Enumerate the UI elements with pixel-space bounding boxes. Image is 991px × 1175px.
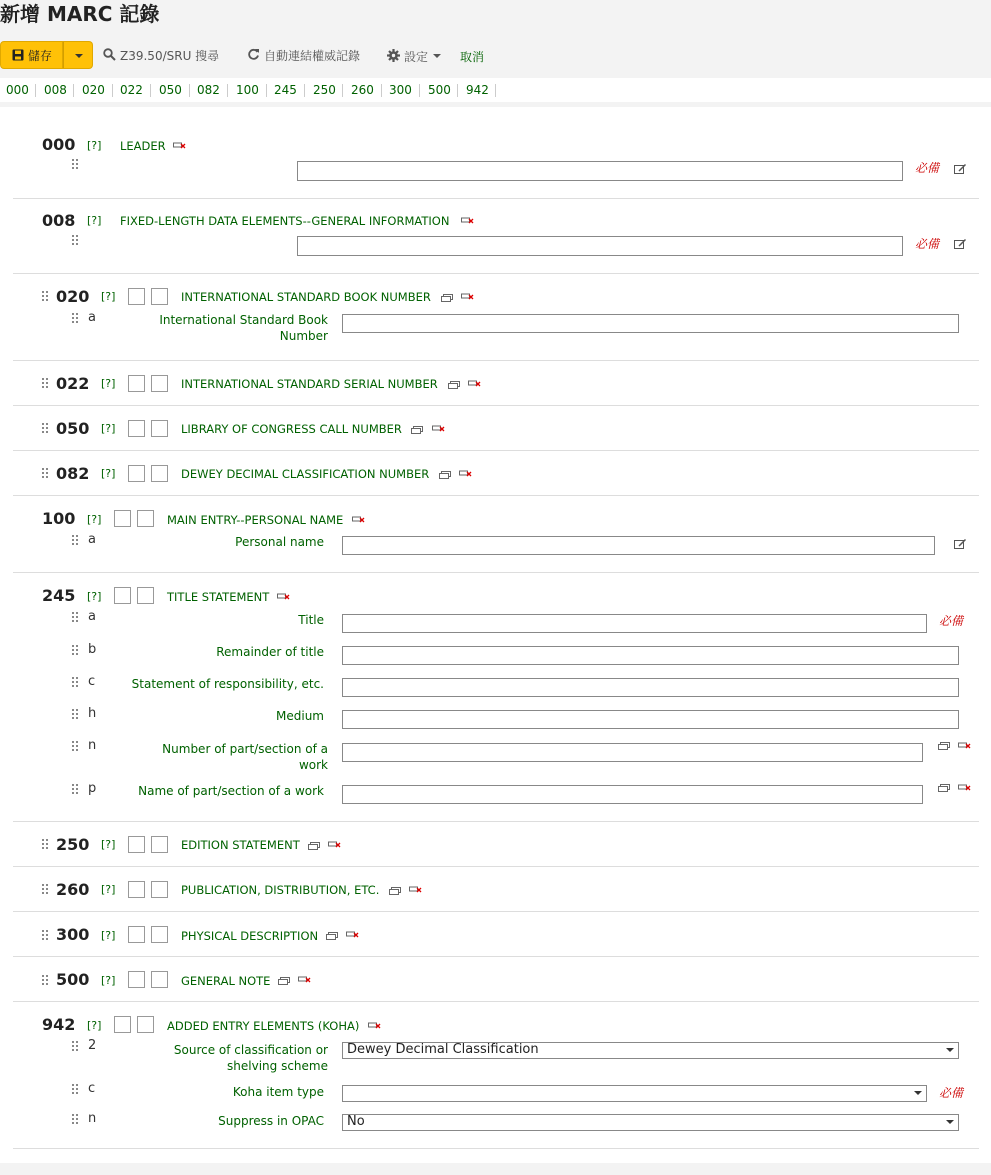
remainder-of-title-input[interactable]	[342, 646, 959, 665]
tag-nav-100[interactable]: 100	[236, 83, 259, 97]
drag-handle-icon[interactable]	[42, 884, 50, 894]
clone-tag-icon[interactable]	[278, 976, 291, 985]
chevron-down-icon	[946, 1048, 954, 1052]
tag-260-help-link[interactable]: [?]	[101, 883, 116, 896]
required-label: 必備	[939, 1086, 964, 1100]
tag-300-help-link[interactable]: [?]	[101, 929, 116, 942]
marc-editor	[0, 110, 991, 1163]
required-label: 必備	[915, 237, 940, 251]
tag-260-number: 260	[56, 880, 90, 899]
tag-942-number: 942	[42, 1015, 76, 1034]
indicator-2-input[interactable]	[151, 836, 168, 853]
tag-050-number: 050	[56, 419, 90, 438]
indicator-1-input[interactable]	[128, 375, 145, 392]
tag-082-number: 082	[56, 464, 90, 483]
indicator-1-input[interactable]	[128, 836, 145, 853]
tag-nav-020[interactable]: 020	[82, 83, 105, 97]
tag-250-number: 250	[56, 835, 90, 854]
subfield-245b-label: Remainder of title	[216, 645, 324, 659]
delete-tag-050-icon[interactable]	[432, 424, 445, 433]
tag-942-help-link[interactable]: [?]	[87, 1019, 102, 1032]
indicator-1-input[interactable]	[128, 420, 145, 437]
subfield-245b-code: b	[88, 642, 97, 657]
delete-tag-000-icon[interactable]	[173, 141, 186, 150]
tag-020-help-link[interactable]: [?]	[101, 290, 116, 303]
statement-of-responsibility-input[interactable]	[342, 678, 959, 697]
tag-nav-942[interactable]: 942	[466, 83, 489, 97]
clone-tag-icon[interactable]	[308, 841, 321, 850]
chevron-down-icon	[433, 54, 441, 58]
subfield-245n-code: n	[88, 738, 97, 753]
tag-050-help-link[interactable]: [?]	[101, 422, 116, 435]
medium-input[interactable]	[342, 710, 959, 729]
fixed-length-input[interactable]	[297, 236, 903, 256]
drag-handle-icon[interactable]	[42, 839, 50, 849]
subfield-245p-code: p	[88, 781, 97, 796]
subfield-9422-code: 2	[88, 1038, 97, 1053]
tag-nav-082[interactable]: 082	[197, 83, 220, 97]
indicator-1-input[interactable]	[128, 926, 145, 943]
delete-tag-022-icon[interactable]	[468, 379, 481, 388]
tag-020-number: 020	[56, 287, 90, 306]
isbn-input[interactable]	[342, 314, 959, 333]
tag-nav-300[interactable]: 300	[389, 83, 412, 97]
gear-icon	[387, 49, 400, 62]
delete-subfield-icon[interactable]	[958, 783, 971, 792]
delete-tag-100-icon[interactable]	[352, 515, 365, 524]
part-name-input[interactable]	[342, 785, 923, 804]
subfield-245h-code: h	[88, 706, 97, 721]
indicator-2-input[interactable]	[151, 420, 168, 437]
tag-022-number: 022	[56, 374, 90, 393]
tag-nav-245[interactable]: 245	[274, 83, 297, 97]
tag-nav-260[interactable]: 260	[351, 83, 374, 97]
cancel-link[interactable]: 取消	[460, 50, 485, 64]
drag-handle-icon[interactable]	[42, 930, 50, 940]
classification-source-select[interactable]	[342, 1042, 959, 1059]
tag-000-number: 000	[42, 135, 76, 154]
drag-handle-icon[interactable]	[72, 535, 80, 545]
edit-plugin-icon[interactable]	[954, 538, 967, 547]
subfield-9422-label: Source of classification or shelving scheme	[173, 1043, 328, 1073]
tag-100-number: 100	[42, 509, 76, 528]
save-label: 儲存	[28, 49, 53, 63]
save-options-dropdown-button[interactable]	[63, 41, 93, 69]
subfield-245a-code: a	[88, 609, 96, 624]
tag-100-name[interactable]: MAIN ENTRY--PERSONAL NAME	[167, 513, 344, 527]
tag-082-name[interactable]: DEWEY DECIMAL CLASSIFICATION NUMBER	[181, 467, 430, 481]
tag-008-help-link[interactable]: [?]	[87, 214, 102, 227]
delete-tag-008-icon[interactable]	[461, 216, 474, 225]
drag-handle-icon[interactable]	[42, 423, 50, 433]
tag-008-name[interactable]: FIXED-LENGTH DATA ELEMENTS--GENERAL INFORMATION	[120, 214, 450, 228]
classification-source-value: Dewey Decimal Classification	[347, 1042, 539, 1057]
tag-nav-008[interactable]: 008	[44, 83, 67, 97]
delete-tag-250-icon[interactable]	[328, 840, 341, 849]
subfield-942c-code: c	[88, 1081, 96, 1096]
clone-tag-icon[interactable]	[326, 931, 339, 940]
chevron-down-icon	[946, 1120, 954, 1124]
drag-handle-icon[interactable]	[72, 612, 80, 622]
tag-082-help-link[interactable]: [?]	[101, 467, 116, 480]
indicator-1-input[interactable]	[114, 587, 131, 604]
drag-handle-icon[interactable]	[42, 291, 50, 301]
indicator-2-input[interactable]	[151, 375, 168, 392]
indicator-2-input[interactable]	[137, 587, 154, 604]
title-input[interactable]	[342, 614, 927, 633]
edit-plugin-icon[interactable]	[954, 163, 967, 172]
drag-handle-icon[interactable]	[42, 378, 50, 388]
clone-tag-icon[interactable]	[448, 380, 461, 389]
drag-handle-icon[interactable]	[72, 709, 80, 719]
subfield-942c-label: Koha item type	[232, 1085, 324, 1099]
drag-handle-icon[interactable]	[72, 741, 80, 751]
subfield-245c-label: Statement of responsibility, etc.	[131, 677, 324, 691]
required-label: 必備	[939, 614, 964, 628]
tag-022-help-link[interactable]: [?]	[101, 377, 116, 390]
indicator-2-input[interactable]	[137, 1016, 154, 1033]
tag-260-name[interactable]: PUBLICATION, DISTRIBUTION, ETC.	[181, 883, 380, 897]
indicator-1-input[interactable]	[128, 465, 145, 482]
indicator-2-input[interactable]	[151, 881, 168, 898]
edit-plugin-icon[interactable]	[954, 238, 967, 247]
tag-245-number: 245	[42, 586, 76, 605]
tag-nav-022[interactable]: 022	[120, 83, 143, 97]
subfield-020a-code: a	[88, 310, 96, 325]
settings-label: 設定	[404, 50, 429, 64]
subfield-245a-label: Title	[298, 613, 324, 627]
drag-handle-icon[interactable]	[42, 468, 50, 478]
subfield-245c-code: c	[88, 674, 96, 689]
delete-tag-300-icon[interactable]	[346, 930, 359, 939]
drag-handle-icon[interactable]	[72, 313, 80, 323]
indicator-2-input[interactable]	[137, 510, 154, 527]
drag-handle-icon[interactable]	[72, 1084, 80, 1094]
indicator-1-input[interactable]	[128, 881, 145, 898]
drag-handle-icon[interactable]	[72, 159, 80, 169]
save-icon	[12, 49, 24, 61]
drag-handle-icon[interactable]	[72, 784, 80, 794]
drag-handle-icon[interactable]	[42, 975, 50, 985]
indicator-1-input[interactable]	[114, 510, 131, 527]
tag-500-number: 500	[56, 970, 90, 989]
tag-245-name[interactable]: TITLE STATEMENT	[167, 590, 270, 604]
toolbar	[0, 41, 991, 70]
tag-250-help-link[interactable]: [?]	[101, 838, 116, 851]
tag-300-name[interactable]: PHYSICAL DESCRIPTION	[181, 929, 319, 943]
drag-handle-icon[interactable]	[72, 645, 80, 655]
subfield-020a-label: International Standard Book Number	[159, 313, 328, 343]
tag-300-number: 300	[56, 925, 90, 944]
drag-handle-icon[interactable]	[72, 1041, 80, 1051]
clone-subfield-icon[interactable]	[938, 741, 951, 750]
indicator-1-input[interactable]	[128, 971, 145, 988]
tag-250-name[interactable]: EDITION STATEMENT	[181, 838, 300, 852]
indicator-1-input[interactable]	[128, 288, 145, 305]
z3950-search-label: Z39.50/SRU 搜尋	[120, 49, 220, 63]
refresh-icon	[247, 48, 260, 61]
drag-handle-icon[interactable]	[72, 677, 80, 687]
drag-handle-icon[interactable]	[72, 235, 80, 245]
tag-008-number: 008	[42, 211, 76, 230]
personal-name-input[interactable]	[342, 536, 935, 555]
delete-subfield-icon[interactable]	[958, 741, 971, 750]
tag-050-name[interactable]: LIBRARY OF CONGRESS CALL NUMBER	[181, 422, 402, 436]
tag-navigation	[0, 78, 991, 102]
tag-000-name[interactable]: LEADER	[120, 139, 166, 153]
tag-000-help-link[interactable]: [?]	[87, 139, 102, 152]
part-number-input[interactable]	[342, 743, 923, 762]
subfield-100a-label: Personal name	[235, 535, 324, 549]
koha-item-type-select[interactable]	[342, 1085, 927, 1102]
indicator-2-input[interactable]	[151, 465, 168, 482]
tag-500-help-link[interactable]: [?]	[101, 974, 116, 987]
drag-handle-icon[interactable]	[72, 1114, 80, 1124]
tag-245-help-link[interactable]: [?]	[87, 590, 102, 603]
subfield-942n-label: Suppress in OPAC	[218, 1114, 324, 1128]
save-button[interactable]	[0, 41, 63, 69]
leader-input[interactable]	[297, 161, 903, 181]
indicator-2-input[interactable]	[151, 971, 168, 988]
delete-tag-020-icon[interactable]	[461, 292, 474, 301]
tag-022-name[interactable]: INTERNATIONAL STANDARD SERIAL NUMBER	[181, 377, 438, 391]
tag-500-name[interactable]: GENERAL NOTE	[181, 974, 271, 988]
tag-020-name[interactable]: INTERNATIONAL STANDARD BOOK NUMBER	[181, 290, 431, 304]
subfield-245n-label: Number of part/section of a work	[162, 742, 328, 772]
subfield-245p-label: Name of part/section of a work	[138, 784, 324, 798]
delete-tag-245-icon[interactable]	[277, 592, 290, 601]
subfield-942n-code: n	[88, 1111, 97, 1126]
delete-tag-260-icon[interactable]	[409, 885, 422, 894]
subfield-245h-label: Medium	[276, 709, 324, 723]
indicator-1-input[interactable]	[114, 1016, 131, 1033]
clone-tag-icon[interactable]	[389, 886, 402, 895]
clone-subfield-icon[interactable]	[938, 783, 951, 792]
link-authorities-label: 自動連結權威記錄	[264, 49, 361, 63]
clone-tag-icon[interactable]	[411, 425, 424, 434]
subfield-100a-code: a	[88, 532, 96, 547]
tag-942-name[interactable]: ADDED ENTRY ELEMENTS (KOHA)	[167, 1019, 360, 1033]
delete-tag-500-icon[interactable]	[298, 975, 311, 984]
clone-tag-icon[interactable]	[439, 470, 452, 479]
tag-nav-500[interactable]: 500	[428, 83, 451, 97]
suppress-in-opac-select[interactable]	[342, 1114, 959, 1131]
suppress-in-opac-value: No	[347, 1114, 365, 1129]
tag-100-help-link[interactable]: [?]	[87, 513, 102, 526]
delete-tag-082-icon[interactable]	[459, 469, 472, 478]
tag-nav-050[interactable]: 050	[159, 83, 182, 97]
clone-tag-icon[interactable]	[441, 293, 454, 302]
page-title: 新增 MARC 記錄	[0, 2, 160, 26]
delete-tag-942-icon[interactable]	[368, 1021, 381, 1030]
indicator-2-input[interactable]	[151, 926, 168, 943]
chevron-down-icon	[914, 1091, 922, 1095]
indicator-2-input[interactable]	[151, 288, 168, 305]
required-label: 必備	[915, 161, 940, 175]
chevron-down-icon	[75, 54, 83, 58]
tag-nav-250[interactable]: 250	[313, 83, 336, 97]
search-icon	[103, 48, 116, 61]
tag-nav-000[interactable]: 000	[6, 83, 29, 97]
